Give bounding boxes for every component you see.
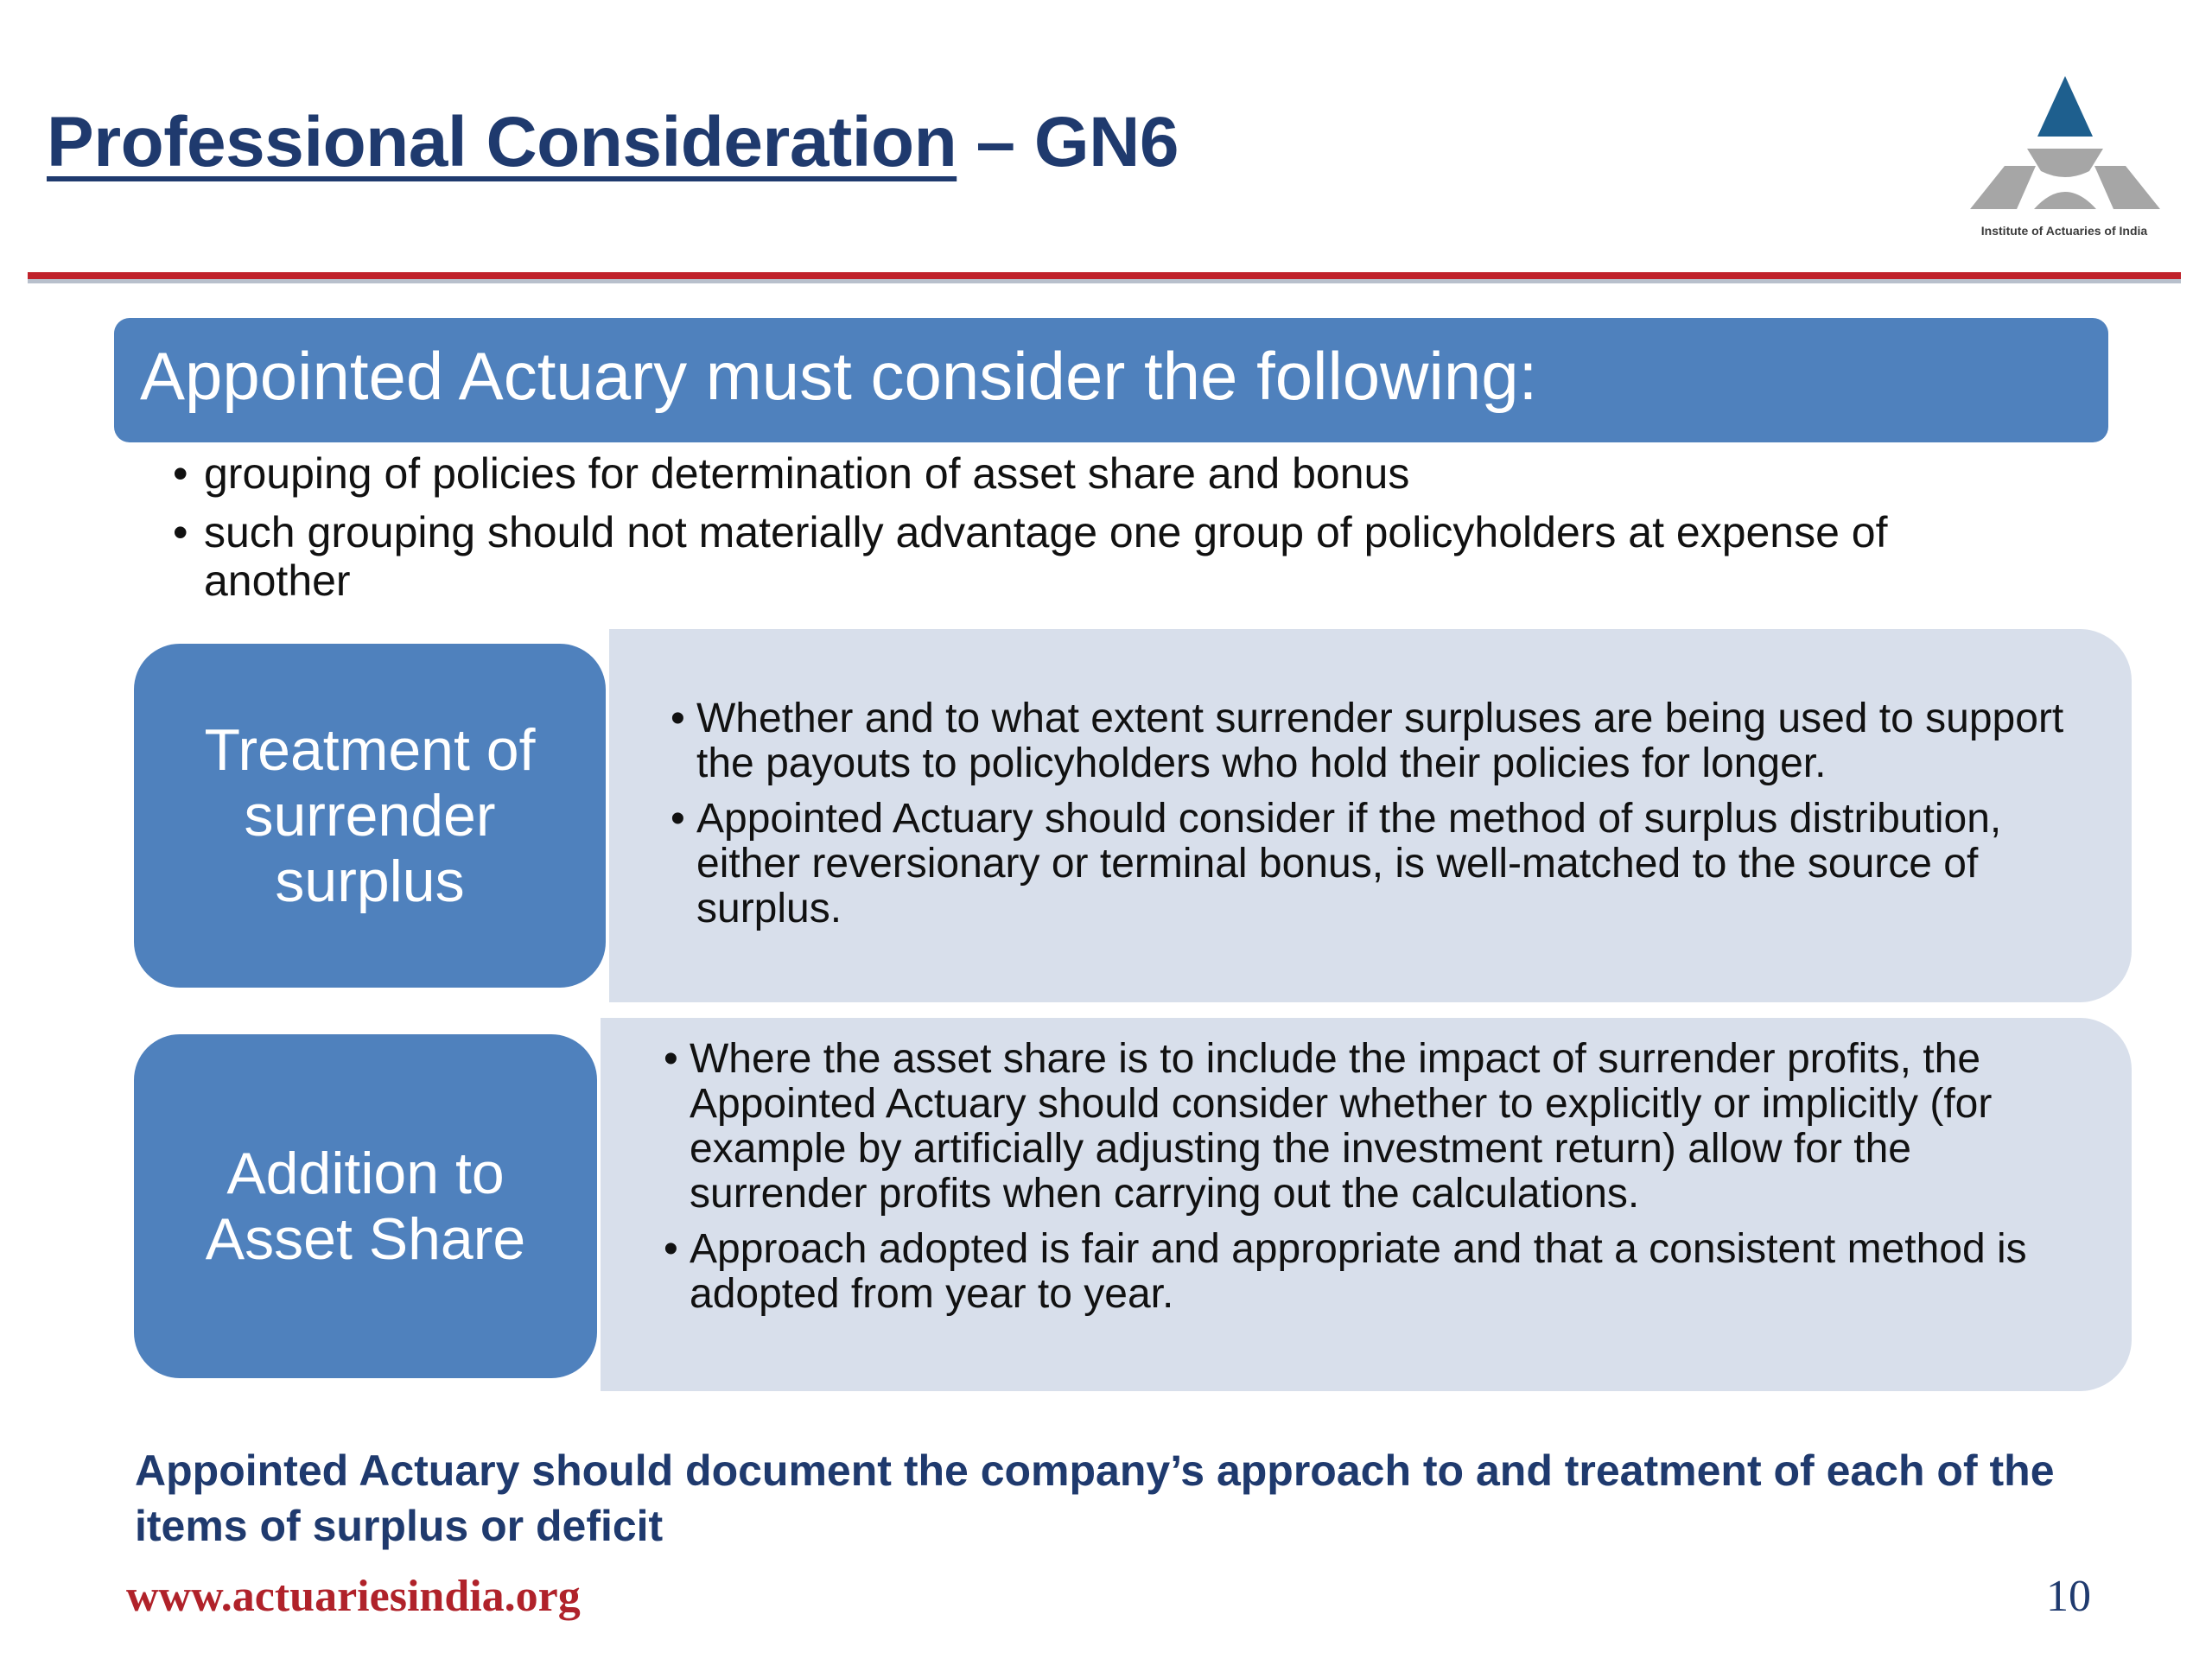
logo-caption: Institute of Actuaries of India [1980,224,2148,238]
section-label-asset-share [131,1032,600,1381]
section-label-surrender-surplus [131,641,608,990]
header-divider-shadow [28,279,2181,283]
page-title-suffix: – GN6 [957,103,1179,181]
section-bullets-surrender-surplus [671,696,2070,942]
page-title-main: Professional Consideration [47,103,957,181]
institute-logo-icon [1944,69,2186,242]
page-title [47,102,1179,183]
section-label-text: Addition to Asset Share [205,1141,526,1272]
section-bullet: • Whether and to what extent surrender surpluses are being used to support the payouts to policyholders who hold their policies for longer. [671,696,2070,786]
section-bullet: • Approach adopted is fair and appropriate and that a consistent method is adopted from year to year. [664,1227,2063,1317]
intro-bullet: • grouping of policies for determination of asset share and bonus [173,449,2039,498]
intro-bullet-list [173,449,2039,615]
section-bullets-asset-share [664,1037,2063,1327]
section-bullet: • Appointed Actuary should consider if the method of surplus distribution, either reversionary or terminal bonus, is well-matched to the source of surplus. [671,797,2070,931]
page-number: 10 [2046,1572,2091,1621]
section-label-text: Treatment of surrender surplus [204,717,536,914]
intro-bullet: • such grouping should not materially advantage one group of policyholders at expense of another [173,508,2039,605]
header-divider [28,272,2181,279]
website-link[interactable]: www.actuariesindia.org [126,1572,581,1621]
banner-text: Appointed Actuary must consider the following: [140,338,1538,414]
closing-statement: Appointed Actuary should document the company’s approach to and treatment of each of the items of surplus or deficit [135,1446,2055,1550]
section-bullet: • Where the asset share is to include the impact of surrender profits, the Appointed Actuary should consider whether to explicitly or implicitly (for example by artificially adjusting the investment return) allow for the surrender profits when carrying out the calculations. [664,1037,2063,1217]
